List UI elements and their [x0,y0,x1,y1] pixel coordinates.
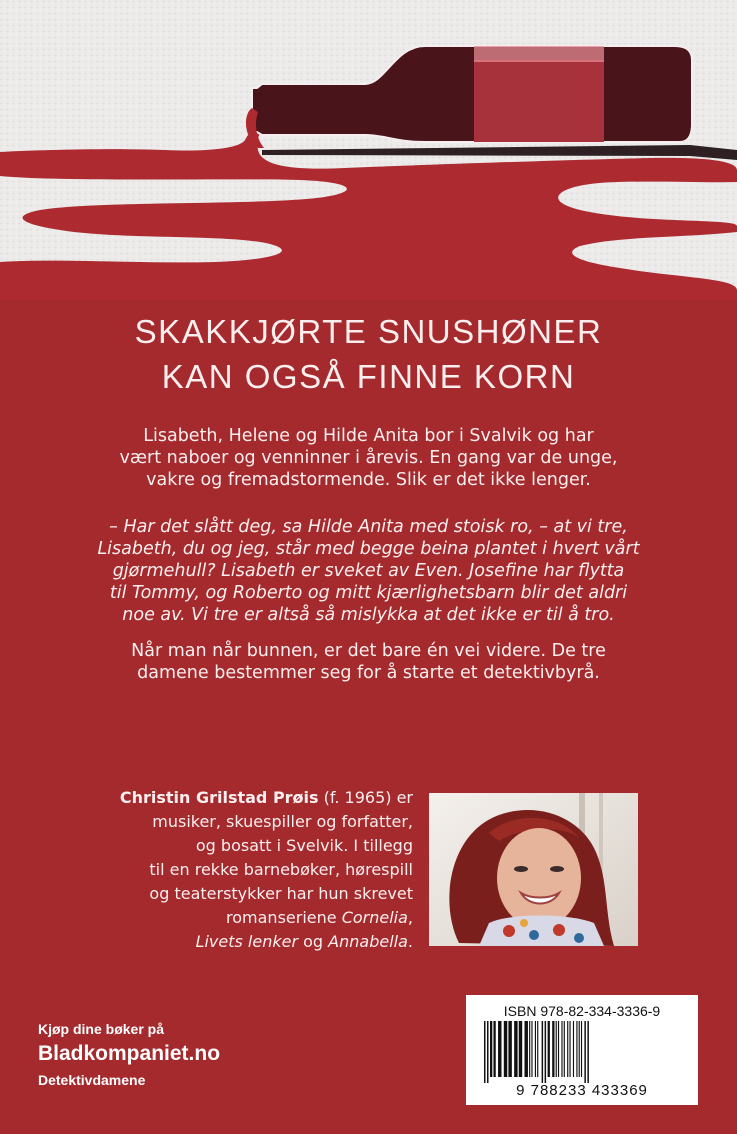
barcode-bar [525,1021,528,1077]
publisher-block [38,1021,220,1088]
barcode-bar [542,1021,544,1083]
barcode-bar [561,1021,562,1077]
barcode-bar [508,1021,511,1077]
barcode-bar [573,1021,574,1077]
barcode-bars [476,1021,688,1083]
blurb-paragraph-3 [70,640,667,684]
barcode-bar [576,1021,577,1077]
blurb-line: Lisabeth, Helene og Hilde Anita bor i Svalvik og har [143,426,594,446]
barcode-bar [587,1021,589,1083]
barcode-bar [487,1021,489,1083]
barcode-bar [581,1021,582,1077]
blurb-line: Når man når bunnen, er det bare én vei videre. De tre [131,641,606,661]
blurb-line: til Tommy, og Roberto og mitt kjærlighetsbarn blir det aldri [109,583,628,603]
barcode-bar [529,1021,530,1077]
author-bio-line: og teaterstykker har hun skrevet [149,884,413,903]
barcode-bar [490,1021,492,1077]
barcode-bar [493,1021,495,1077]
author-name: Christin Grilstad Prøis [119,788,319,807]
author-bio-line: Christin Grilstad Prøis (f. 1965) er [119,788,413,807]
barcode-bar [545,1021,547,1083]
blurb-paragraph-1 [70,425,667,491]
barcode-bar [558,1021,559,1077]
barcode-bar [514,1021,517,1077]
barcode-bar [519,1021,522,1077]
author-bio-line: romanseriene Cornelia, [226,908,413,927]
book-title-line-1: SKAKKJØRTE SNUSHØNER [134,313,603,350]
blurb-line: gjørmehull? Lisabeth er sveket av Even. Josefine har flytta [112,561,625,581]
author-bio-line: til en rekke barnebøker, hørespill [149,860,413,879]
blurb-line: vakre og fremadstormende. Slik er det ikke lenger. [146,470,591,490]
barcode-bar [548,1021,550,1077]
author-bio-line: musiker, skuespiller og forfatter, [152,812,413,831]
isbn-label: ISBN 978-82-334-3336-9 [503,1003,661,1019]
barcode-bar [564,1021,565,1077]
barcode-bar [504,1021,507,1077]
author-bio-line: Livets lenker og Annabella. [195,932,413,951]
barcode-bar [556,1021,557,1077]
book-series-name: Detektivdamene [38,1072,146,1088]
barcode-bar [579,1021,580,1077]
series-title: Annabella [328,932,408,951]
barcode-bar [584,1021,586,1083]
wine-bottle-illustration [0,0,737,300]
barcode-bar [569,1021,570,1077]
blurb-line: Lisabeth, du og jeg, står med begge beina plantet i hvert vårt [97,539,640,559]
series-title: Livets lenker [195,932,299,951]
barcode-digits: 9 788233 433369 [516,1082,648,1099]
barcode-bar [537,1021,538,1077]
blurb-line: – Har det slått deg, sa Hilde Anita med stoisk ro, – at vi tre, [109,517,628,537]
blurb-line: noe av. Vi tre er altså så mislykka at det ikke er til å tro. [122,605,615,625]
author-bio [60,786,413,954]
author-bio-line: og bosatt i Svelvik. I tillegg [195,836,413,855]
author-photo [429,793,638,946]
barcode-bar [535,1021,536,1077]
barcode-bar [484,1021,486,1083]
blurb-paragraph-2 [70,516,667,626]
series-title: Cornelia [341,908,408,927]
bottle-label [474,60,604,142]
blurb-line: damene bestemmer seg for å starte et detektivbyrå. [137,663,600,683]
barcode-bar [531,1021,532,1077]
barcode-bar [552,1021,554,1077]
barcode-bar [498,1021,501,1077]
blurb-line: vært naboer og venninner i årevis. En gang var de unge, [119,448,618,468]
book-title-line-2: KAN OGSÅ FINNE KORN [161,358,576,395]
publisher-tagline: Kjøp dine bøker på [38,1021,165,1037]
publisher-website: Bladkompaniet.no [38,1042,221,1065]
barcode-bar [567,1021,568,1077]
isbn-barcode [466,995,698,1105]
